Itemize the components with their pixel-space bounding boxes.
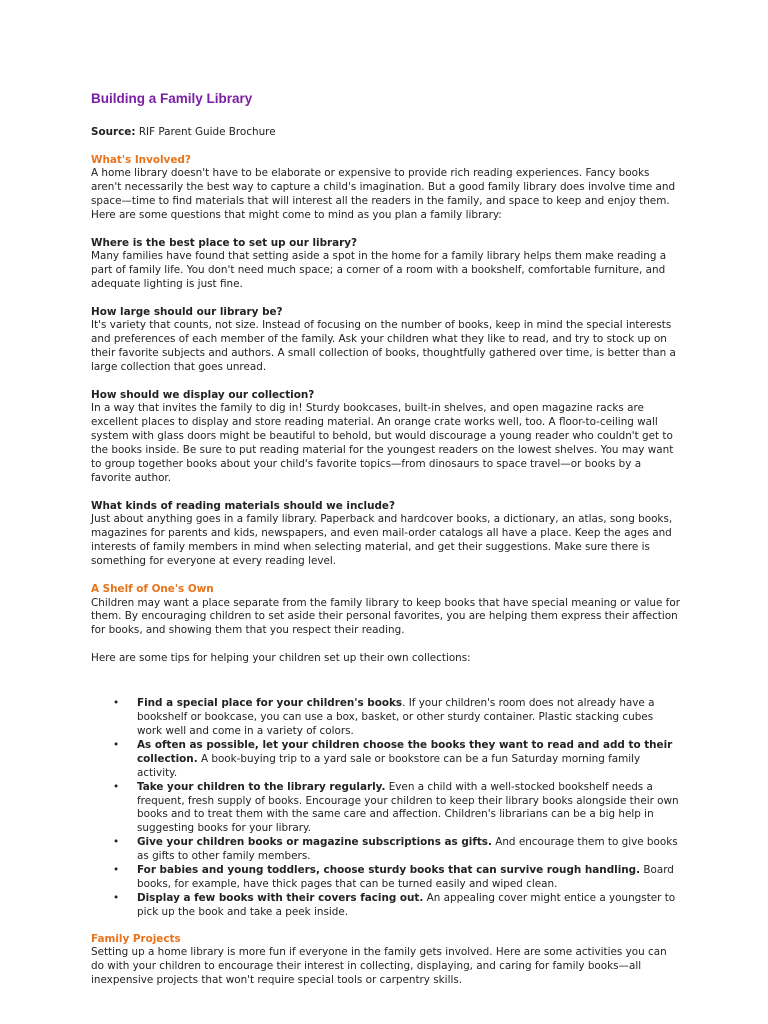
tips-list: [91, 697, 681, 920]
tip-text: Even a child with a well-stocked bookshelf needs a frequent, fresh supply of books. Encourage your children to keep their library books alongside their own books and to treat them with the same care and affection. Children's librarians can be a big help in suggesting books for your library.: [137, 780, 679, 835]
source-value: RIF Parent Guide Brochure: [135, 126, 276, 138]
source-label: Source:: [91, 126, 136, 138]
question-heading-materials: What kinds of reading materials should we include?: [91, 499, 395, 512]
bullet-icon: •: [113, 836, 120, 849]
list-item: [91, 697, 681, 739]
tip-bold: Give your children books or magazine subscriptions as gifts.: [137, 836, 492, 849]
question-heading-display: How should we display our collection?: [91, 388, 315, 401]
list-item: [91, 864, 681, 892]
section-body-whats-involved: A home library doesn't have to be elaborate or expensive to provide rich reading experiences. Fancy books aren't necessarily the best way to capture a child's imagination. But a good family library does involve time and space—time to find materials that will interest all the readers in the family, and space to keep and enjoy them. Here are some questions that might come to mind as you plan a family library:: [91, 167, 676, 221]
question-body-display: In a way that invites the family to dig in! Sturdy bookcases, built-in shelves, and open magazine racks are excellent places to display and store reading material. An orange crate works well, too. A floor-to-ceiling wall system with glass doors might be beautiful to behold, but would discourage a young reader who couldn't get to the books inside. Be sure to put reading material for the youngest readers on the lowest shelves. You may want to group together books about your child's favorite topics—from dinosaurs to space travel—or books by a favorite author.: [91, 402, 674, 484]
page-title: Building a Family Library: [91, 91, 253, 106]
question-body-materials: Just about anything goes in a family library. Paperback and hardcover books, a dictionary, an atlas, song books, magazines for parents and kids, newspapers, and even mail-order catalogs all have a place. Keep the ages and interests of family members in mind when selecting material, and get their suggestions. Make sure there is something for everyone at every reading level.: [91, 513, 673, 568]
list-item: [91, 836, 681, 864]
tip-bold: As often as possible, let your children choose the books they want to read and add to their collection.: [137, 738, 673, 765]
bullet-icon: •: [113, 864, 120, 877]
tip-bold: Display a few books with their covers facing out.: [137, 891, 424, 904]
section-body-family-projects: Setting up a home library is more fun if everyone in the family gets involved. Here are some activities you can do with your children to encourage their interest in collecting, displaying, and caring for family books—all inexpensive projects that won't require special tools or carpentry skills.: [91, 946, 667, 986]
list-item: [91, 739, 681, 781]
tip-text: An appealing cover might entice a youngster to pick up the book and take a peek inside.: [137, 891, 676, 918]
tip-text: Board books, for example, have thick pages that can be turned easily and wiped clean.: [137, 864, 674, 890]
tip-text: A book-buying trip to a yard sale or bookstore can be a fun Saturday morning family activity.: [137, 752, 641, 779]
list-spacer: [91, 680, 681, 697]
bullet-icon: •: [113, 697, 120, 710]
question-body-size: It's variety that counts, not size. Instead of focusing on the number of books, keep in mind the special interests and preferences of each member of the family. Ask your children what they like to read, and try to stock up on their favorite subjects and authors. A small collection of books, thoughtfully gathered over time, is better than a large collection that goes unread.: [91, 319, 676, 374]
list-item: [91, 892, 681, 920]
list-item: [91, 781, 681, 837]
section-heading-whats-involved: What's Involved?: [91, 153, 191, 166]
document-page: [91, 90, 681, 1002]
source-line: [91, 126, 681, 140]
section-heading-shelf: A Shelf of One's Own: [91, 583, 214, 596]
bullet-icon: •: [113, 738, 120, 751]
bullet-icon: •: [113, 891, 120, 904]
question-body-place: Many families have found that setting aside a spot in the home for a family library helps them make reading a part of family life. You don't need much space; a corner of a room with a bookshelf, comfortable furniture, and adequate lighting is just fine.: [91, 250, 667, 290]
tip-text: And encourage them to give books as gifts to other family members.: [137, 836, 678, 863]
tip-bold: Find a special place for your children's books: [137, 697, 403, 710]
question-heading-size: How large should our library be?: [91, 305, 283, 318]
tips-intro: Here are some tips for helping your children set up their own collections:: [91, 652, 471, 665]
tip-text: . If your children's room does not already have a bookshelf or bookcase, you can use a box, basket, or other sturdy container. Plastic stacking cubes work well and come in a variety of colors.: [137, 697, 655, 737]
question-heading-place: Where is the best place to set up our library?: [91, 236, 358, 249]
section-heading-family-projects: Family Projects: [91, 932, 181, 945]
tip-bold: Take your children to the library regularly.: [137, 780, 386, 793]
bullet-icon: •: [113, 780, 120, 793]
tip-bold: For babies and young toddlers, choose sturdy books that can survive rough handling.: [137, 864, 641, 877]
section-body-shelf: Children may want a place separate from the family library to keep books that have special meaning or value for them. By encouraging children to set aside their personal favorites, you are helping them express their affection for books, and showing them that you respect their reading.: [91, 596, 680, 637]
